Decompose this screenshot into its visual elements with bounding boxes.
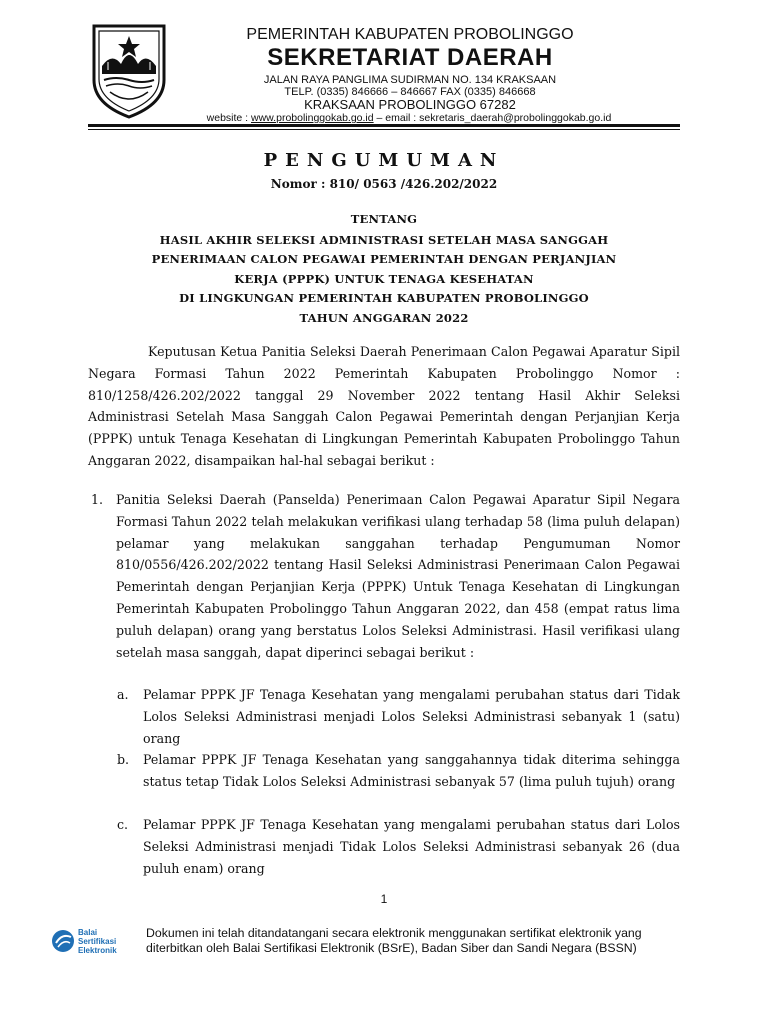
bsre-logo-line3: Elektronik <box>78 946 117 955</box>
bsre-logo <box>50 925 140 957</box>
letterhead-address: JALAN RAYA PANGLIMA SUDIRMAN NO. 134 KRAKSAAN <box>263 74 557 86</box>
heading-tentang: TENTANG <box>350 212 418 226</box>
heading-line: DI LINGKUNGAN PEMERINTAH KABUPATEN PROBOLINGGO <box>179 291 589 305</box>
bsre-logo-line1: Balai <box>78 928 98 937</box>
electronic-signature-notice <box>146 926 716 956</box>
sub-item-marker-a: a. <box>117 687 129 702</box>
letterhead <box>170 26 650 125</box>
regency-coat-of-arms-logo <box>88 22 170 120</box>
document-heading <box>100 210 668 328</box>
list-item-1: Panitia Seleksi Daerah (Panselda) Penerimaan Calon Pegawai Aparatur Sipil Negara Formasi Tahun 2022 telah melakukan verifikasi ulang terhadap 58 (lima puluh delapan) pelamar yang melakukan sanggahan terhadap Pengumuman Nomor 810/0556/426.202/2022 tentang Hasil Seleksi Administrasi Penerimaan Calon Pegawai Pemerintah dengan Perjanjian Kerja (PPPK) Untuk Tenaga Kesehatan di Lingkungan Pemerintah Kabupaten Probolinggo Tahun Anggaran 2022, dan 458 (empat ratus lima puluh delapan) orang yang berstatus Lolos Seleksi Administrasi. Hasil verifikasi ulang setelah masa sanggah, dapat diperinci sebagai berikut : <box>116 492 680 660</box>
website-prefix: website : <box>206 112 252 124</box>
heading-line: TAHUN ANGGARAN 2022 <box>299 310 469 325</box>
sub-item-a: Pelamar PPPK JF Tenaga Kesehatan yang mengalami perubahan status dari Tidak Lolos Seleksi Administrasi menjadi Lolos Seleksi Administrasi sebanyak 1 (satu) orang <box>143 687 680 746</box>
sub-item-marker-b: b. <box>117 752 130 767</box>
sub-item-b: Pelamar PPPK JF Tenaga Kesehatan yang sanggahannya tidak diterima sehingga status tetap Tidak Lolos Seleksi Administrasi sebanyak 57 (lima puluh tujuh) orang <box>143 752 680 789</box>
letterhead-government-name: PEMERINTAH KABUPATEN PROBOLINGGO <box>246 26 574 43</box>
email-text: – email : sekretaris_daerah@probolinggokab.go.id <box>373 112 612 124</box>
letterhead-office-name: SEKRETARIAT DAERAH <box>267 44 553 71</box>
document-number: Nomor : 810/ 0563 /426.202/2022 <box>270 177 498 191</box>
sub-item-marker-c: c. <box>117 817 129 832</box>
notice-line-2: diterbitkan oleh Balai Sertifikasi Elektronik (BSrE), Badan Siber dan Sandi Negara (BSSN) <box>146 941 637 955</box>
letterhead-divider-thin <box>88 129 680 130</box>
list-item-marker: 1. <box>91 492 104 507</box>
letterhead-city: KRAKSAAN PROBOLINGGO 67282 <box>304 97 516 112</box>
website-link[interactable]: www.probolinggokab.go.id <box>251 112 374 124</box>
notice-line-1: Dokumen ini telah ditandatangani secara elektronik menggunakan sertifikat elektronik yang <box>146 926 642 940</box>
intro-paragraph: Keputusan Ketua Panitia Seleksi Daerah Penerimaan Calon Pegawai Aparatur Sipil Negara Formasi Tahun 2022 Pemerintah Kabupaten Probolinggo Nomor : 810/1258/426.202/2022 tanggal 29 November 2022 tentang Hasil Akhir Seleksi Administrasi Setelah Masa Sanggah Calon Pegawai Pemerintah dengan Perjanjian Kerja (PPPK) untuk Tenaga Kesehatan di Lingkungan Pemerintah Kabupaten Probolinggo Tahun Anggaran 2022, disampaikan hal-hal sebagai berikut : <box>88 344 680 468</box>
heading-line: HASIL AKHIR SELEKSI ADMINISTRASI SETELAH MASA SANGGAH <box>159 232 609 247</box>
document-title: PENGUMUMAN <box>263 150 505 171</box>
letterhead-phone: TELP. (0335) 846666 – 846667 FAX (0335) 846668 <box>284 86 536 98</box>
letterhead-divider-thick <box>88 124 680 127</box>
bsre-logo-line2: Sertifikasi <box>78 937 117 946</box>
heading-line: PENERIMAAN CALON PEGAWAI PEMERINTAH DENGAN PERJANJIAN <box>151 252 617 266</box>
heading-line: KERJA (PPPK) UNTUK TENAGA KESEHATAN <box>234 271 534 286</box>
page-number: 1 <box>380 892 388 906</box>
sub-item-c: Pelamar PPPK JF Tenaga Kesehatan yang mengalami perubahan status dari Lolos Seleksi Administrasi menjadi Tidak Lolos Seleksi Administrasi sebanyak 26 (dua puluh enam) orang <box>143 817 680 876</box>
